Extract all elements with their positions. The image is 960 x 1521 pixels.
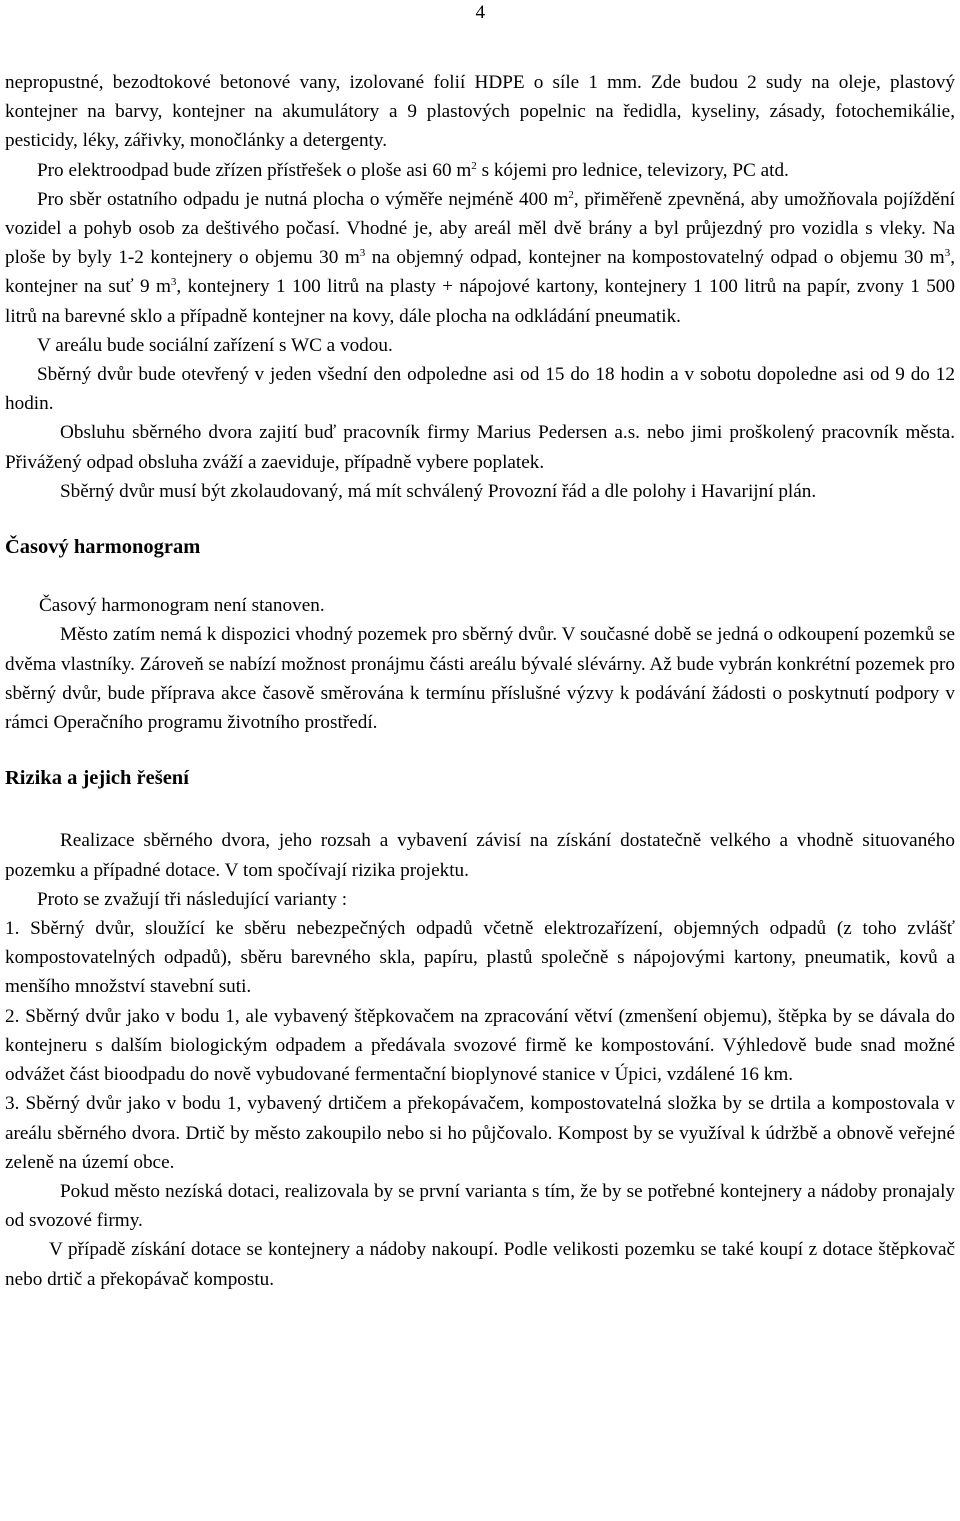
page-number: 4 xyxy=(475,2,485,23)
text-run: , přiměřeně zpevněná, aby umožňovala pojíždění vozidel a pohyb osob za deštivého počasí. Vhodné je, aby areál měl dvě brány a byl průjezdný pro vozidla s vleky. Na ploše by byly 1-2 kontejnery o objemu 30 m xyxy=(5,188,955,269)
harmonogram-paragraph-1: Časový harmonogram není stanoven. xyxy=(39,595,325,617)
harmonogram-paragraph-2: Město zatím nemá k dispozici vhodný pozemek pro sběrný dvůr. V současné době se jedná o odkoupení pozemků se dvěma vlastníky. Zároveň se nabízí možnost pronájmu části areálu bývalé slévárny. Až bude vybrán konkrétní pozemek pro sběrný dvůr, bude příprava akce časově směrována k termínu příslušné výzvy k podávání žádosti o poskytnutí podpory v rámci Operačního programu životního prostředí. xyxy=(5,624,955,734)
rizika-paragraph-1: Realizace sběrného dvora, jeho rozsah a vybavení závisí na získání dostatečně velkého a vhodně situovaného pozemku a případné dotace. V tom spočívají rizika projektu. xyxy=(5,830,955,881)
rizika-paragraph-4: V případě získání dotace se kontejnery a nádoby nakoupí. Podle velikosti pozemku se také koupí z dotace štěpkovač nebo drtič a překopávač kompostu. xyxy=(5,1239,955,1290)
spacer xyxy=(5,506,955,533)
spacer xyxy=(5,562,955,591)
text-run: , kontejnery 1 100 litrů na plasty + nápojové kartony, kontejnery 1 100 litrů na papír, zvony 1 500 litrů na barevné sklo a případně kontejner na kovy, dále plocha na odkládání pneumatik. xyxy=(5,276,955,327)
superscript: 3 xyxy=(944,247,951,260)
intro-paragraph-5: Sběrný dvůr bude otevřený v jeden všední den odpoledne asi od 15 do 18 hodin a v sobotu dopoledne asi od 9 do 12 hodin. xyxy=(5,364,955,415)
section-heading-harmonogram: Časový harmonogram xyxy=(5,536,201,559)
spacer xyxy=(5,793,955,826)
intro-paragraph-3 xyxy=(5,185,955,331)
spacer xyxy=(5,737,955,764)
intro-paragraph-2 xyxy=(5,156,955,185)
rizika-paragraph-3: Pokud město nezíská dotaci, realizovala by se první varianta s tím, že by se potřebné kontejnery a nádoby pronajaly od svozové firmy. xyxy=(5,1180,955,1232)
intro-paragraph-4: V areálu bude sociální zařízení s WC a vodou. xyxy=(37,334,393,356)
intro-paragraph-7: Sběrný dvůr musí být zkolaudovaný, má mít schválený Provozní řád a dle polohy i Havarijní plán. xyxy=(60,480,817,502)
intro-paragraph-6: Obsluhu sběrného dvora zajití buď pracovník firmy Marius Pedersen a.s. nebo jimi proškolený pracovník města. Přivážený odpad obsluha zváží a zaeviduje, případně vybere poplatek. xyxy=(5,422,955,473)
variant-3: 3. Sběrný dvůr jako v bodu 1, vybavený drtičem a překopávačem, kompostovatelná složka by se drtila a kompostovala v areálu sběrného dvora. Drtič by město zakoupilo nebo si ho půjčovalo. Kompost by se využíval k údržbě a obnově veřejné zeleně na území obce. xyxy=(5,1093,955,1173)
variant-1: 1. Sběrný dvůr, sloužící ke sběru nebezpečných odpadů včetně elektrozařízení, objemných odpadů (z toho zvlášť kompostovatelných odpadů), sběru barevného skla, papíru, plastů společně s nápojovými kartony, pneumatik, kovů a menšího množství stavební suti. xyxy=(5,918,955,998)
text-run: na objemný odpad, kontejner na kompostovatelný odpad o objemu 30 m xyxy=(365,247,945,269)
rizika-paragraph-2: Proto se zvažují tři následující varianty : xyxy=(37,888,348,910)
variant-2: 2. Sběrný dvůr jako v bodu 1, ale vybavený štěpkovačem na zpracování větví (zmenšení objemu), štěpka by se dávala do kontejneru s dalším biologickým odpadem a předávala svozové firmě ke kompostování. Výhledově bude snad možné odvážet část bioodpadu do nově vybudované fermentační bioplynové stanice v Úpici, vzdálené 16 km. xyxy=(5,1005,955,1086)
text-run: Pro elektroodpad bude zřízen přístřešek o ploše asi 60 m xyxy=(37,159,472,181)
page-content xyxy=(5,68,955,1294)
text-run: , kontejner na suť 9 m xyxy=(5,247,955,298)
superscript: 3 xyxy=(170,276,177,289)
superscript: 3 xyxy=(359,247,366,260)
section-heading-rizika: Rizika a jejich řešení xyxy=(5,767,189,790)
text-run: s kójemi pro lednice, televizory, PC atd. xyxy=(476,159,789,181)
text-run: Pro sběr ostatního odpadu je nutná plocha o výměře nejméně 400 m xyxy=(37,188,569,210)
superscript: 2 xyxy=(568,188,574,201)
intro-paragraph-1: nepropustné, bezodtokové betonové vany, izolované folií HDPE o síle 1 mm. Zde budou 2 sudy na oleje, plastový kontejner na barvy, kontejner na akumulátory a 9 plastových popelnic na ředidla, kyseliny, zásady, fotochemikálie, pesticidy, léky, zářivky, monočlánky a detergenty. xyxy=(5,72,955,152)
superscript: 2 xyxy=(471,159,477,172)
